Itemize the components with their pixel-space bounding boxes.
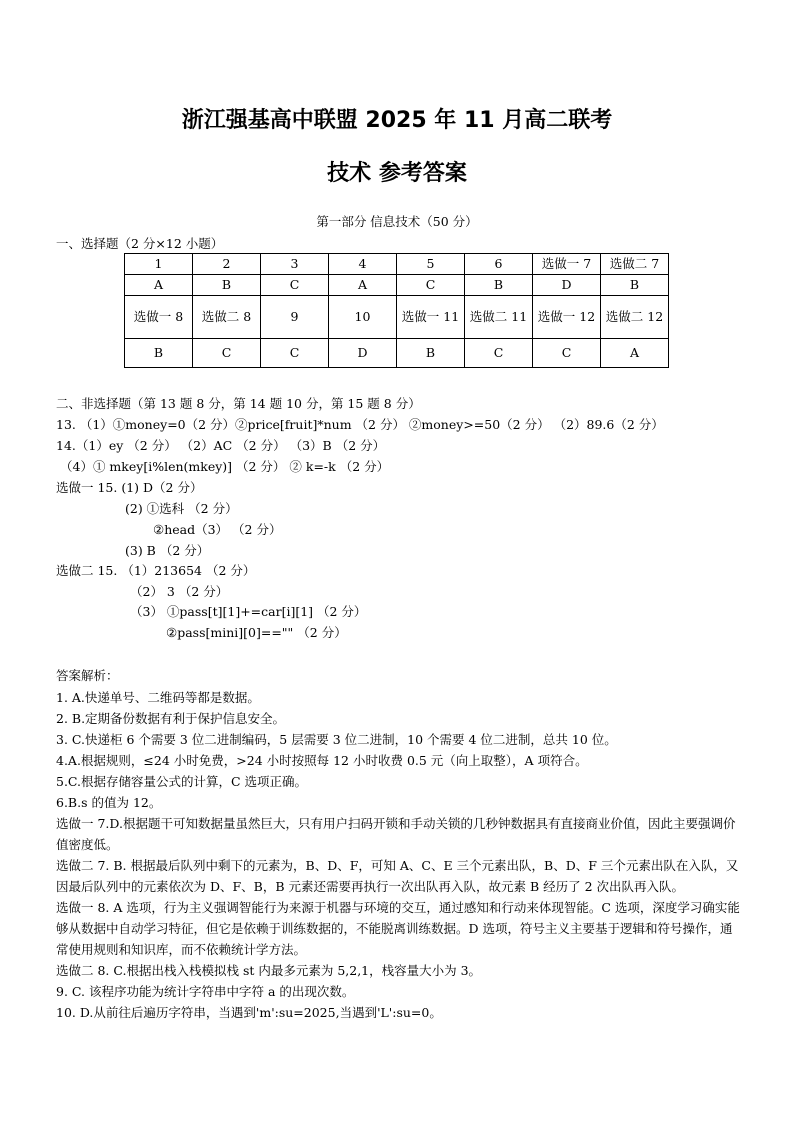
answer-q15a-line3: ②head（3） （2 分）: [153, 522, 282, 537]
answer-table: [124, 253, 669, 368]
table-cell: 2: [193, 254, 261, 275]
table-cell: 选做一 7: [533, 254, 601, 275]
table-cell: B: [193, 275, 261, 296]
table-cell: B: [465, 275, 533, 296]
table-cell: 选做二 11: [465, 296, 533, 339]
table-row: [125, 275, 669, 296]
answer-q15a-line1: 选做一 15. (1) D（2 分）: [56, 480, 203, 495]
document-subtitle: 技术 参考答案: [327, 161, 467, 186]
table-cell: C: [193, 339, 261, 368]
table-cell: A: [601, 339, 669, 368]
table-cell: 6: [465, 254, 533, 275]
answer-q15b-line1: 选做二 15. （1）213654 （2 分）: [56, 563, 256, 578]
table-cell: 10: [329, 296, 397, 339]
list-item: 6.B.s 的值为 12。: [56, 795, 162, 810]
list-item: 4.A.根据规则，≤24 小时免费，>24 小时按照每 12 小时收费 0.5 元（向上取整），A 项符合。: [56, 753, 588, 768]
table-cell: C: [261, 339, 329, 368]
table-cell: 选做二 12: [601, 296, 669, 339]
table-cell: C: [397, 275, 465, 296]
table-cell: 1: [125, 254, 193, 275]
table-row: [125, 339, 669, 368]
answer-q15b-line3: （3） ①pass[t][1]+=car[i][1] （2 分）: [130, 604, 367, 619]
answer-q15a-line4: (3) B （2 分）: [125, 543, 210, 558]
answer-q14-line1: 14.（1）ey （2 分） （2）AC （2 分） （3）B （2 分）: [56, 438, 386, 453]
table-cell: 选做二 7: [601, 254, 669, 275]
table-cell: A: [125, 275, 193, 296]
list-item: 选做二 8. C.根据出栈入栈模拟栈 st 内最多元素为 5,2,1，栈容量大小为 3。: [56, 963, 482, 978]
list-item: 选做二 7. B. 根据最后队列中剩下的元素为，B、D、F，可知 A、C、E 三个元素出队，B、D、F 三个元素出队在入队，又因最后队列中的元素依次为 D、F、B，B 元素还需要再执行一次出队再入队，故元素 B 经历了 2 次出队再入队。: [56, 858, 739, 894]
table-row: [125, 296, 669, 339]
answer-q14-line2: （4）① mkey[i%len(mkey)] （2 分） ② k=-k （2 分）: [60, 459, 390, 474]
table-cell: 选做一 12: [533, 296, 601, 339]
answer-q15b-line4: ②pass[mini][0]=="" （2 分）: [166, 625, 347, 640]
list-item: 选做一 8. A 选项，行为主义强调智能行为来源于机器与环境的交互，通过感知和行动来体现智能。C 选项，深度学习确实能够从数据中自动学习特征，但它是依赖于训练数据的，不能脱离训练数据。D 选项，符号主义主要基于逻辑和符号操作，通常使用规则和知识库，而不依赖统计学方法。: [56, 900, 740, 957]
answer-q15a-line2: (2) ①选科 （2 分）: [125, 501, 238, 516]
answer-q15b-line2: （2） 3 （2 分）: [130, 584, 229, 599]
answer-q13: 13. （1）①money=0（2 分）②price[fruit]*num （2 分） ②money>=50（2 分） （2）89.6（2 分）: [56, 417, 664, 432]
multiple-choice-heading: 一、选择题（2 分×12 小题）: [56, 236, 224, 251]
list-item: 5.C.根据存储容量公式的计算，C 选项正确。: [56, 774, 308, 789]
table-cell: C: [533, 339, 601, 368]
explanations-heading: 答案解析：: [56, 668, 119, 683]
table-cell: D: [533, 275, 601, 296]
table-cell: B: [397, 339, 465, 368]
list-item: 1. A.快递单号、二维码等都是数据。: [56, 690, 260, 705]
table-cell: 9: [261, 296, 329, 339]
table-cell: B: [125, 339, 193, 368]
table-cell: 5: [397, 254, 465, 275]
table-cell: 3: [261, 254, 329, 275]
table-cell: 选做一 11: [397, 296, 465, 339]
explanations-list: [56, 687, 740, 1023]
table-cell: 选做二 8: [193, 296, 261, 339]
table-cell: 选做一 8: [125, 296, 193, 339]
table-cell: C: [465, 339, 533, 368]
list-item: 3. C.快递柜 6 个需要 3 位二进制编码，5 层需要 3 位二进制，10 个需要 4 位二进制，总共 10 位。: [56, 732, 617, 747]
table-cell: 4: [329, 254, 397, 275]
table-cell: B: [601, 275, 669, 296]
table-row: [125, 254, 669, 275]
table-cell: C: [261, 275, 329, 296]
list-item: 选做一 7.D.根据题干可知数据量虽然巨大，只有用户扫码开锁和手动关锁的几秒钟数据具有直接商业价值，因此主要强调价值密度低。: [56, 816, 736, 852]
document-title: 浙江强基高中联盟 2025 年 11 月高二联考: [181, 108, 613, 133]
part-one-heading: 第一部分 信息技术（50 分）: [316, 214, 478, 229]
list-item: 9. C. 该程序功能为统计字符串中字符 a 的出现次数。: [56, 984, 355, 999]
table-cell: D: [329, 339, 397, 368]
list-item: 10. D.从前往后遍历字符串，当遇到'm':su=2025,当遇到'L':su=0。: [56, 1005, 442, 1020]
non-choice-heading: 二、非选择题（第 13 题 8 分，第 14 题 10 分，第 15 题 8 分）: [56, 396, 421, 411]
list-item: 2. B.定期备份数据有利于保护信息安全。: [56, 711, 286, 726]
table-cell: A: [329, 275, 397, 296]
